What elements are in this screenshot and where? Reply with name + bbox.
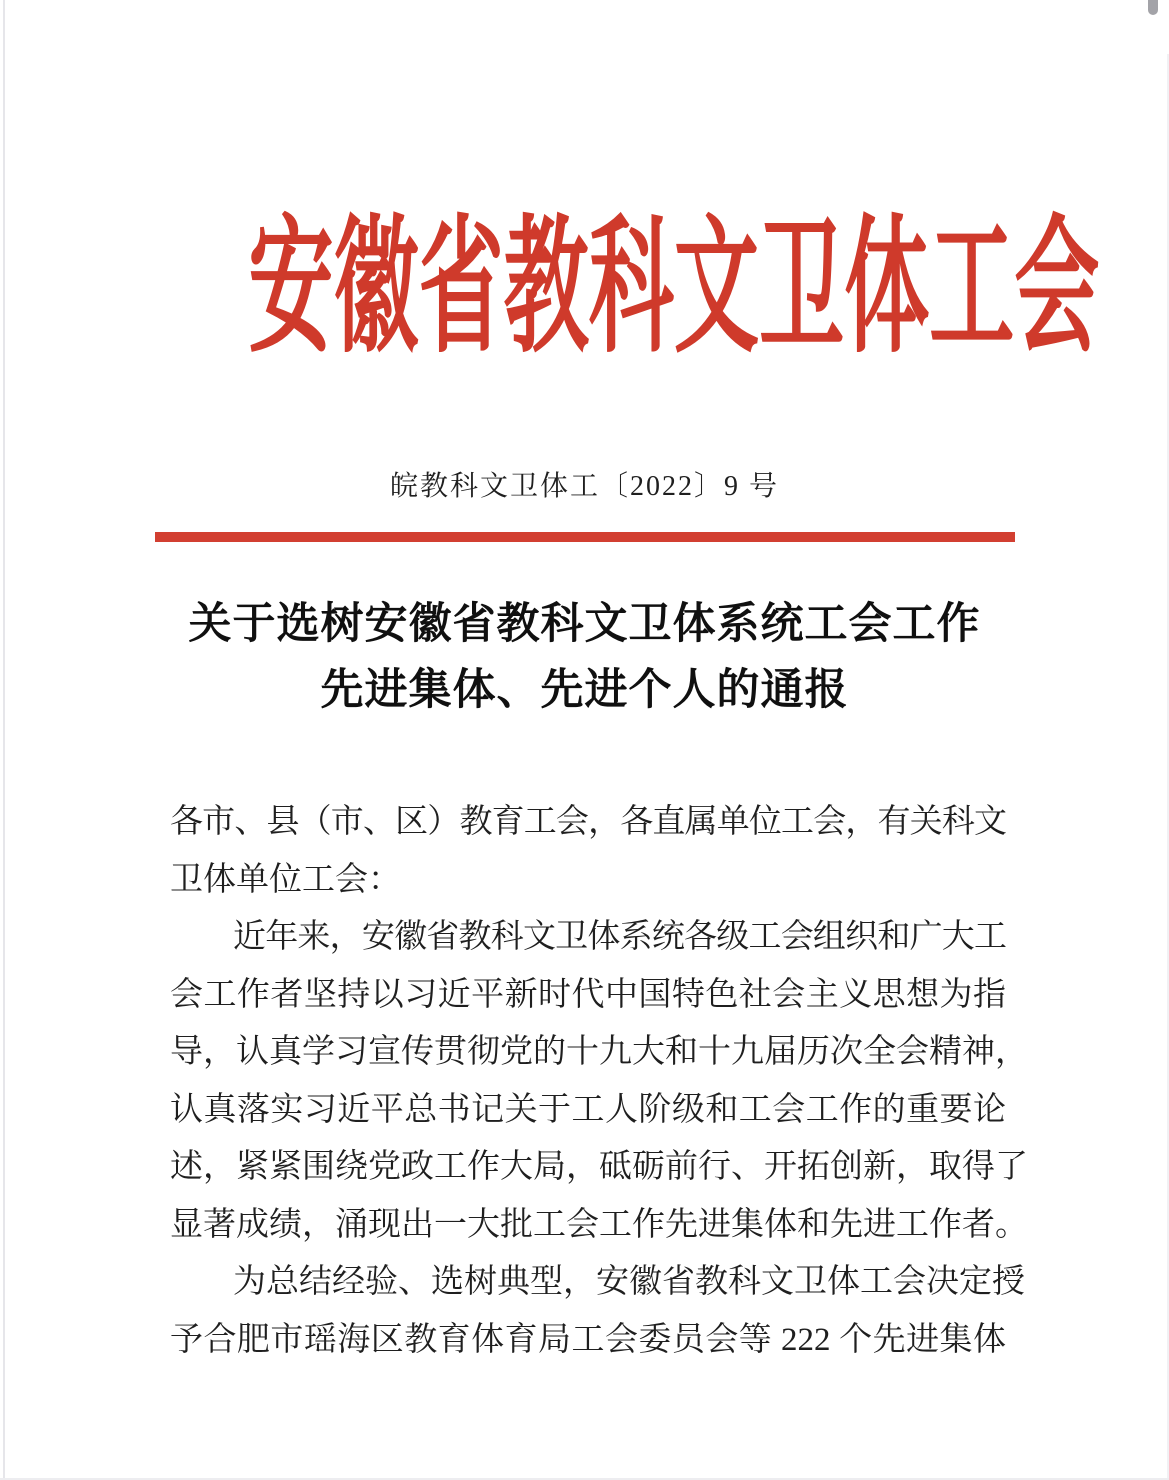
- org-banner: 安徽省教科文卫体工会: [248, 207, 1100, 371]
- body-line: 各市、县（市、区）教育工会，各直属单位工会，有关科文: [170, 804, 1006, 840]
- doc-number: 皖教科文卫体工〔2022〕9 号: [389, 471, 779, 502]
- page-left-edge: [3, 0, 5, 1480]
- body-line: 为总结经验、选树典型，安徽省教科文卫体工会决定授: [233, 1264, 1025, 1300]
- body-line: 显著成绩，涌现出一大批工会工作先进集体和先进工作者。: [170, 1206, 1028, 1243]
- body-line: 卫体单位工会：: [170, 861, 401, 898]
- title-line-1: 关于选树安徽省教科文卫体系统工会工作: [188, 601, 981, 648]
- document-title: [0, 592, 1169, 724]
- body-line: 会工作者坚持以习近平新时代中国特色社会主义思想为指: [170, 976, 1006, 1013]
- body-line: 近年来，安徽省教科文卫体系统各级工会组织和广大工: [233, 919, 1006, 955]
- body-line: 予合肥市瑶海区教育体育局工会委员会等 222 个先进集体: [170, 1321, 1006, 1358]
- body-line: 述，紧紧围绕党政工作大局，砥砺前行、开拓创新，取得了: [170, 1149, 1028, 1185]
- red-separator-rule: [155, 532, 1015, 542]
- document-body: [170, 794, 1028, 1369]
- body-line: 认真落实习近平总书记关于工人阶级和工会工作的重要论: [170, 1091, 1006, 1128]
- body-line: 导，认真学习宣传贯彻党的十九大和十九届历次全会精神，: [170, 1034, 1028, 1070]
- scrollbar-thumb[interactable]: [1148, 0, 1158, 15]
- title-line-2: 先进集体、先进个人的通报: [320, 667, 849, 714]
